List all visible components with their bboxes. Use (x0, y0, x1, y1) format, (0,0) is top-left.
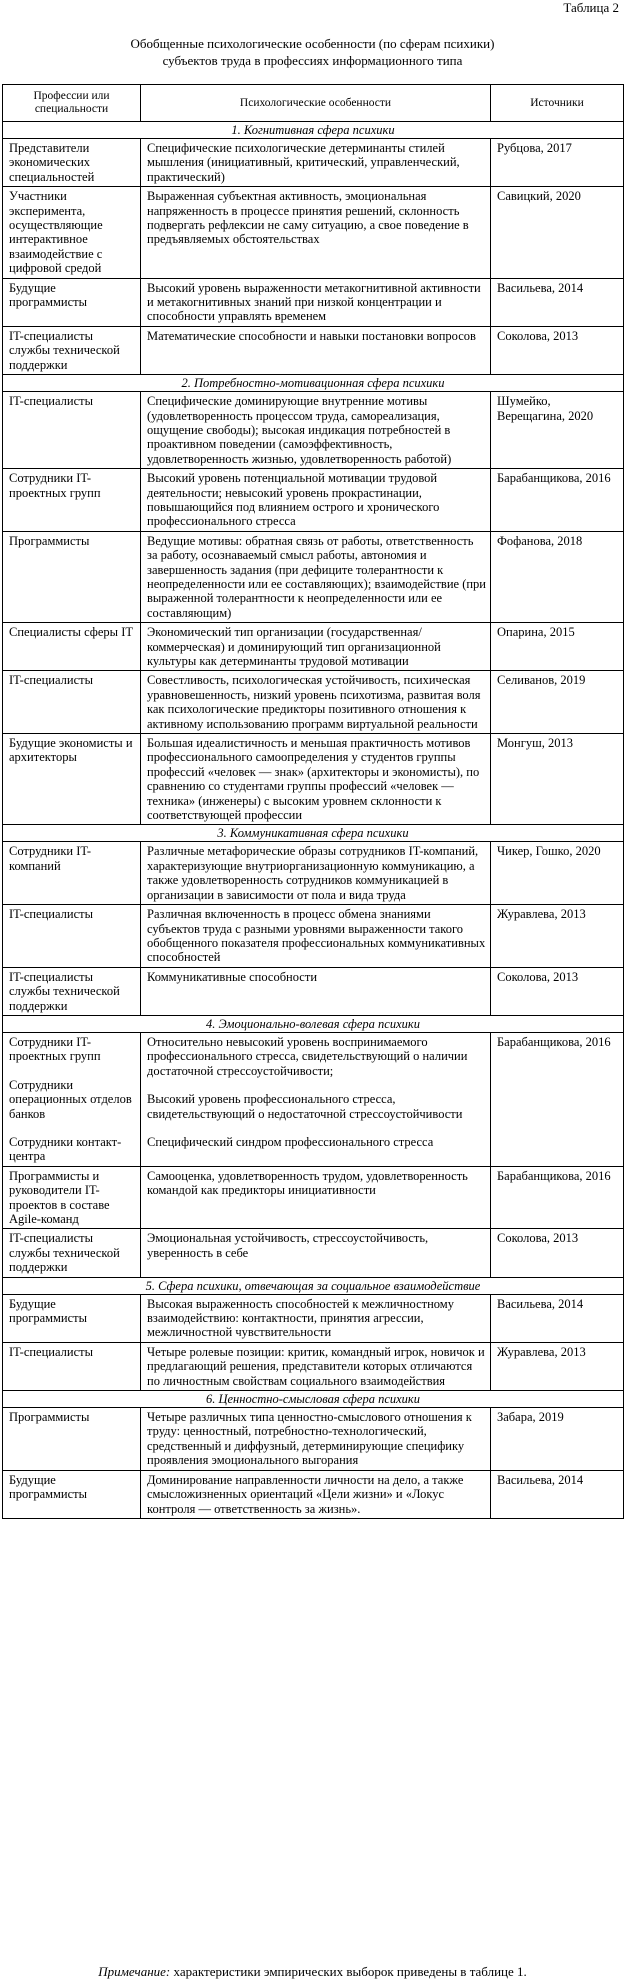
table-row (3, 1166, 624, 1229)
source-cell: Забара, 2019 (491, 1408, 624, 1471)
table-row (3, 1032, 624, 1166)
table-row (3, 531, 624, 622)
profession-cell: Участники эксперимента, осуществляющие интерактивное взаимодействие с цифровой средой (3, 187, 141, 278)
features-text: Высокий уровень профессионального стресса, свидетельствующий о недостаточной стрессоустойчивости (147, 1092, 463, 1121)
table-note (0, 1964, 625, 1980)
source-cell: Фофанова, 2018 (491, 531, 624, 622)
section-row (3, 1277, 624, 1294)
source-cell: Соколова, 2013 (491, 326, 624, 374)
features-cell: Различные метафорические образы сотрудников IT-компаний, характеризующие внутриорганизационную коммуникацию, а также удовлетворенность сотрудников коммуникацией в организации в зависимости от пола и вида труда (141, 842, 491, 905)
source-cell: Барабанщикова, 2016 (491, 1032, 624, 1166)
source-cell: Рубцова, 2017 (491, 139, 624, 187)
features-cell: Высокий уровень потенциальной мотивации трудовой деятельности; невысокий уровень прокрастинации, повышающийся под влиянием острого и хронического профессионального стресса (141, 469, 491, 532)
features-cell: Специфические доминирующие внутренние мотивы (удовлетворенность процессом труда, самореализация, ощущение свободы); высокая индикация потребностей в проактивном поведении (самоэффективность, удовлетворенность жизнью, удовлетворенность работой) (141, 392, 491, 469)
note-text: характеристики эмпирических выборок приведены в таблице 1. (170, 1964, 527, 1979)
features-text: Специфический синдром профессионального стресса (147, 1134, 434, 1149)
section-title: 2. Потребностно-мотивационная сфера психики (3, 375, 624, 392)
table-row (3, 1229, 624, 1277)
section-row (3, 1015, 624, 1032)
source-cell: Шумейко, Верещагина, 2020 (491, 392, 624, 469)
features-cell: Ведущие мотивы: обратная связь от работы, ответственность за работу, осознаваемый смысл работы, автономия и завершенность задания (при дефиците толерантности к неопределенности или ее составляющих); взаимодействие (при выраженной толерантности к неопределенности или ее составляющим) (141, 531, 491, 622)
features-cell: Четыре ролевые позиции: критик, командный игрок, новичок и предлагающий решения, представители которых отличаются по личностным свойствам социального взаимодействия (141, 1342, 491, 1390)
profession-cell: Будущие экономисты и архитекторы (3, 734, 141, 825)
section-row (3, 1391, 624, 1408)
table-wrapper (2, 84, 623, 1519)
source-cell: Журавлева, 2013 (491, 1342, 624, 1390)
features-cell: Высокая выраженность способностей к межличностному взаимодействию: контактности, принятия агрессии, межличностной чувствительности (141, 1294, 491, 1342)
profession-cell: Программисты (3, 531, 141, 622)
section-title: 5. Сфера психики, отвечающая за социальное взаимодействие (3, 1277, 624, 1294)
section-row (3, 375, 624, 392)
table-row (3, 187, 624, 278)
profession-cell (3, 1032, 141, 1166)
section-title: 6. Ценностно-смысловая сфера психики (3, 1391, 624, 1408)
profession-cell: Будущие программисты (3, 1294, 141, 1342)
table-row (3, 905, 624, 968)
source-cell: Васильева, 2014 (491, 278, 624, 326)
table-row (3, 967, 624, 1015)
table-row (3, 1408, 624, 1471)
note-label: Примечание: (98, 1964, 171, 1979)
profession-cell: IT-специалисты (3, 1342, 141, 1390)
table-row (3, 1294, 624, 1342)
features-cell: Большая идеалистичность и меньшая практичность мотивов профессионального самоопределения у студентов группы профессий «человек — знак» (архитекторы и экономисты), по сравнению со студентами группы профессий «человек — техника» (инженеры) с высоким уровнем склонности к соответствующей профессии (141, 734, 491, 825)
table-row (3, 671, 624, 734)
header-sources: Источники (491, 85, 624, 122)
source-cell: Монгуш, 2013 (491, 734, 624, 825)
features-cell: Четыре различных типа ценностно-смыслового отношения к труду: ценностный, потребностно-технологический, средственный и диффузный, детерминирующие специфику проявления эмоционального выгорания (141, 1408, 491, 1471)
source-cell: Соколова, 2013 (491, 967, 624, 1015)
features-cell: Доминирование направленности личности на дело, а также смысложизненных ориентаций «Цели жизни» и «Локус контроля — ответственность за жизнь». (141, 1470, 491, 1518)
table-number: Таблица 2 (563, 0, 619, 15)
source-cell: Васильева, 2014 (491, 1294, 624, 1342)
source-cell: Васильева, 2014 (491, 1470, 624, 1518)
table-row (3, 392, 624, 469)
features-cell: Экономический тип организации (государственная/коммерческая) и доминирующий тип организационной культуры как детерминанты трудовой мотивации (141, 623, 491, 671)
profession-cell: Сотрудники IT-компаний (3, 842, 141, 905)
features-cell: Совестливость, психологическая устойчивость, психическая уравновешенность, низкий уровень психотизма, развитая воля как психологические предикторы позитивного отношения к активному использованию программ виртуальной реальности (141, 671, 491, 734)
profession-cell: IT-специалисты (3, 392, 141, 469)
profession-text: Сотрудники IT-проектных групп (9, 1034, 101, 1064)
features-cell: Самооценка, удовлетворенность трудом, удовлетворенность командой как предикторы инициативности (141, 1166, 491, 1229)
source-cell: Савицкий, 2020 (491, 187, 624, 278)
table-row (3, 139, 624, 187)
profession-cell: Программисты и руководители IT-проектов в составе Agile-команд (3, 1166, 141, 1229)
table-row (3, 469, 624, 532)
profession-cell: IT-специалисты службы технической поддержки (3, 326, 141, 374)
caption-line-1: Обобщенные психологические особенности (по сферам психики) (130, 36, 495, 51)
features-cell: Эмоциональная устойчивость, стрессоустойчивость, уверенность в себе (141, 1229, 491, 1277)
header-professions: Профессии или специальности (3, 85, 141, 122)
profession-cell: IT-специалисты службы технической поддержки (3, 1229, 141, 1277)
section-title: 4. Эмоционально-волевая сфера психики (3, 1015, 624, 1032)
features-cell: Различная включенность в процесс обмена знаниями субъектов труда с разными уровнями выраженности такого обобщенного показателя профессиональных коммуникативных способностей (141, 905, 491, 968)
table-row (3, 278, 624, 326)
profession-cell: IT-специалисты службы технической поддержки (3, 967, 141, 1015)
table-row (3, 734, 624, 825)
profession-text: Сотрудники контакт-центра (9, 1134, 122, 1164)
profession-cell: Представители экономических специальностей (3, 139, 141, 187)
profession-cell: Сотрудники IT-проектных групп (3, 469, 141, 532)
source-cell: Селиванов, 2019 (491, 671, 624, 734)
source-cell: Опарина, 2015 (491, 623, 624, 671)
features-table (2, 84, 624, 1519)
source-cell: Барабанщикова, 2016 (491, 469, 624, 532)
table-row (3, 1342, 624, 1390)
features-cell: Выраженная субъектная активность, эмоциональная напряженность в процессе принятия решений, склонность подвергать рефлексии не саму ситуацию, а свое поведение в предъявляемых обстоятельствах (141, 187, 491, 278)
features-text: Относительно невысокий уровень воспринимаемого профессионального стресса, свидетельствующий о наличии достаточной стрессоустойчивости; (147, 1034, 468, 1078)
source-cell: Соколова, 2013 (491, 1229, 624, 1277)
section-row (3, 825, 624, 842)
profession-cell: Специалисты сферы IT (3, 623, 141, 671)
features-cell: Коммуникативные способности (141, 967, 491, 1015)
profession-cell: IT-специалисты (3, 905, 141, 968)
header-features: Психологические особенности (141, 85, 491, 122)
profession-text: Сотрудники операционных отделов банков (9, 1077, 132, 1121)
header-row (3, 85, 624, 122)
features-cell: Математические способности и навыки постановки вопросов (141, 326, 491, 374)
table-row (3, 1470, 624, 1518)
profession-cell: Программисты (3, 1408, 141, 1471)
profession-cell: Будущие программисты (3, 278, 141, 326)
section-title: 3. Коммуникативная сфера психики (3, 825, 624, 842)
features-cell: Высокий уровень выраженности метакогнитивной активности и метакогнитивных знаний при низкой концентрации и способности управлять временем (141, 278, 491, 326)
section-row (3, 122, 624, 139)
features-cell: Специфические психологические детерминанты стилей мышления (инициативный, критический, управленческий, практический) (141, 139, 491, 187)
features-cell (141, 1032, 491, 1166)
section-title: 1. Когнитивная сфера психики (3, 122, 624, 139)
table-caption (0, 35, 625, 69)
table-row (3, 326, 624, 374)
caption-line-2: субъектов труда в профессиях информационного типа (162, 53, 463, 68)
table-row (3, 842, 624, 905)
profession-cell: Будущие программисты (3, 1470, 141, 1518)
source-cell: Барабанщикова, 2016 (491, 1166, 624, 1229)
source-cell: Журавлева, 2013 (491, 905, 624, 968)
table-row (3, 623, 624, 671)
table-body (3, 122, 624, 1519)
source-cell: Чикер, Гошко, 2020 (491, 842, 624, 905)
profession-cell: IT-специалисты (3, 671, 141, 734)
